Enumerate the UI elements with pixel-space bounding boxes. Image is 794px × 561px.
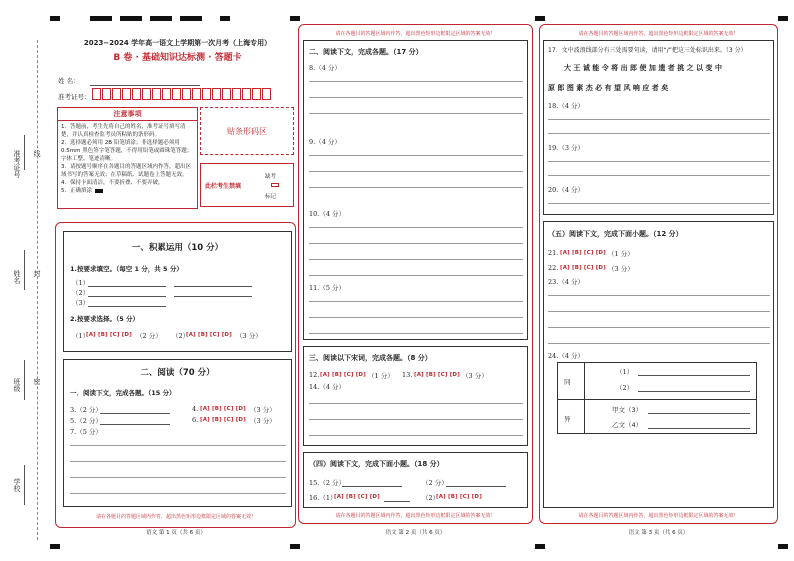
binding-underline <box>24 250 25 290</box>
q6-label: 6. <box>192 416 199 424</box>
alignment-mark <box>778 16 788 21</box>
page3-section-box <box>543 40 774 215</box>
answer-line[interactable] <box>638 375 750 376</box>
answer-line[interactable] <box>548 161 770 162</box>
page1-footer: 语文 第 1 页（共 6 页） <box>146 530 206 536</box>
q17-text-row1[interactable]: 大 王 诚 能 令 将 出 郎 使 加 遗 者 挑 之 以 变 中 <box>564 64 722 72</box>
page2-section3-box <box>303 346 528 446</box>
q9-label: 9.（4 分） <box>309 138 341 146</box>
table-row-2: （2） <box>616 384 634 392</box>
q13-label: 13. <box>402 371 413 379</box>
choice-options[interactable]: [A] [B] [C] [D] <box>186 332 232 338</box>
alignment-mark <box>120 16 142 21</box>
q21-label: 21. <box>548 249 559 257</box>
name-label: 姓 名： <box>58 77 80 85</box>
name-field[interactable] <box>90 85 200 86</box>
notice-item: 1．答题前，考生先将自己的姓名，准考证号填写清楚，并认真检查监考员所粘贴的条形码。 <box>61 124 186 138</box>
q12-label: 12. <box>309 371 320 379</box>
blank-label-2: （2） <box>72 289 90 297</box>
q16-options[interactable]: [A] [B] [C] [D] <box>334 494 380 500</box>
answer-line[interactable] <box>309 171 523 172</box>
comparison-table <box>557 362 757 434</box>
q6-options[interactable]: [A] [B] [C] [D] <box>200 417 246 423</box>
section1-title: 一、积累运用（10 分） <box>131 243 224 253</box>
alignment-mark <box>150 16 172 21</box>
warning-text: 请在各题目的答题区域内作答，超出黑色矩形边框限定区域的答案无效！ <box>335 31 496 37</box>
q21-score: （1 分） <box>608 250 634 258</box>
notice-item-label: 5．正确填涂 <box>61 188 92 194</box>
answer-line[interactable] <box>100 413 170 414</box>
answer-line[interactable] <box>309 317 523 318</box>
q4-options[interactable]: [A] [B] [C] [D] <box>200 406 246 412</box>
alignment-mark <box>290 544 300 549</box>
table-diff-label: 异 <box>564 415 571 423</box>
answer-line[interactable] <box>548 119 770 120</box>
q22-label: 22. <box>548 264 559 272</box>
q7-label: 7.（5 分） <box>70 428 102 436</box>
side-label-class: 班级 <box>13 378 21 392</box>
table-row-4: 乙文（4） <box>612 421 643 429</box>
page3-footer: 语文 第 3 页（共 6 页） <box>628 530 689 536</box>
answer-line[interactable] <box>638 391 750 392</box>
q23-label: 23.（4 分） <box>548 278 585 286</box>
blank-line[interactable] <box>88 286 166 287</box>
absent-mark-bubble[interactable] <box>271 183 279 187</box>
filled-bubble-icon <box>95 189 103 193</box>
alignment-mark <box>50 544 60 549</box>
page2-section4-box <box>303 452 528 508</box>
answer-line[interactable] <box>309 113 523 114</box>
binding-dashed-line <box>37 40 38 540</box>
side-label-secret: 密 <box>33 378 41 385</box>
absent-mark-label-2: 标记 <box>265 194 277 200</box>
q5-label: 5.（2 分） <box>70 417 102 425</box>
answer-line[interactable] <box>548 175 770 176</box>
answer-line[interactable] <box>309 419 523 420</box>
answer-line[interactable] <box>548 203 770 204</box>
q4-label: 4. <box>192 405 199 413</box>
answer-line[interactable] <box>548 311 770 312</box>
table-same-label: 同 <box>564 378 571 386</box>
answer-line[interactable] <box>384 501 410 502</box>
answer-line[interactable] <box>70 445 286 446</box>
alignment-mark <box>220 16 230 21</box>
answer-line[interactable] <box>648 413 750 414</box>
alignment-mark <box>180 16 202 21</box>
q11-label: 11.（5 分） <box>309 284 346 292</box>
alignment-mark <box>778 544 788 549</box>
side-label-seal: 封 <box>33 270 41 277</box>
section1-part2: 2.按要求选择。（5 分） <box>70 315 140 323</box>
blank-line[interactable] <box>174 296 252 297</box>
absent-box <box>200 163 294 207</box>
q16-label: 16.（1） <box>309 494 337 502</box>
exam-subtitle: B 卷 · 基础知识达标测 · 答题卡 <box>113 53 242 63</box>
q13-score: （3 分） <box>462 372 488 380</box>
page2-sub3: 三、阅读以下宋词，完成各题。（8 分） <box>309 354 432 362</box>
q22-options[interactable]: [A] [B] [C] [D] <box>560 265 606 271</box>
blank-label-1: （1） <box>72 279 90 287</box>
notice-item <box>61 187 194 195</box>
absent-mark-label-1: 缺考 <box>265 174 277 180</box>
q21-options[interactable]: [A] [B] [C] [D] <box>560 250 606 256</box>
answer-line[interactable] <box>648 428 750 429</box>
q17-label: 17．文中波浪线部分有三处需要句读，请用“/”把这三处标识出来。（3 分） <box>548 47 747 54</box>
section2-title: 二、阅读（70 分） <box>140 368 215 378</box>
q17-text-row2[interactable]: 原 郎 图 素 杰 必 有 望 风 响 应 者 矣 <box>548 84 669 92</box>
answer-line[interactable] <box>309 243 523 244</box>
answer-line[interactable] <box>446 486 506 487</box>
notice-item: 4．保持卡面清洁，不要折叠、不要弄破。 <box>61 180 164 186</box>
answer-line[interactable] <box>342 486 402 487</box>
answer-line[interactable] <box>309 301 523 302</box>
page2-sub2: 二、阅读下文，完成各题。（17 分） <box>309 48 423 56</box>
warning-text: 请在各题目的答题区域内作答，超出黑色矩形边框限定区域的答案无效！ <box>578 31 739 37</box>
q18-label: 18.（4 分） <box>548 102 585 110</box>
q16b-label: （2） <box>422 494 440 502</box>
answer-line[interactable] <box>309 403 523 404</box>
section1-box <box>63 231 292 352</box>
alignment-mark <box>50 16 60 21</box>
blank-line[interactable] <box>174 286 252 287</box>
binding-underline <box>24 135 25 170</box>
answer-line[interactable] <box>70 493 286 494</box>
page3-sub5: （五）阅读下文，完成下面小题。（12 分） <box>548 230 683 238</box>
side-label-exam-no: 准考证号 <box>13 150 21 178</box>
warning-text: 请在各题目的答题区域内作答，超出黑色矩形边框限定区域的答案无效！ <box>335 513 496 519</box>
blank-line[interactable] <box>88 306 166 307</box>
q14-label: 14.（4 分） <box>309 383 346 391</box>
side-label-school: 学校 <box>13 478 21 492</box>
q15b-label: （2 分） <box>422 479 448 487</box>
answer-line[interactable] <box>70 461 286 462</box>
page2-footer: 语文 第 2 页（共 6 页） <box>385 530 446 536</box>
alignment-mark <box>535 16 545 21</box>
answer-line[interactable] <box>309 81 523 82</box>
exam-title: 2023−2024 学年高一语文上学期第一次月考（上海专用） <box>83 39 272 47</box>
choice-score-2: （3 分） <box>236 332 262 340</box>
side-label-line: 线 <box>33 150 41 157</box>
answer-line[interactable] <box>309 187 523 188</box>
page3-section5-box <box>543 221 774 508</box>
binding-underline <box>24 465 25 505</box>
answer-line[interactable] <box>309 259 523 260</box>
side-label-name: 姓名 <box>13 270 21 284</box>
q19-label: 19.（3 分） <box>548 144 585 152</box>
table-row-1: （1） <box>616 368 634 376</box>
section2-box <box>63 359 292 507</box>
answer-line[interactable] <box>309 333 523 334</box>
answer-line[interactable] <box>548 295 770 296</box>
q13-options[interactable]: [A] [B] [C] [D] <box>414 372 460 378</box>
choice-score-1: （2 分） <box>136 332 162 340</box>
answer-line[interactable] <box>309 435 523 436</box>
choice-options[interactable]: [A] [B] [C] [D] <box>86 332 132 338</box>
answer-line[interactable] <box>309 97 523 98</box>
answer-line[interactable] <box>309 155 523 156</box>
table-row-3: 甲文（3） <box>612 406 643 414</box>
blank-label-3: （3） <box>72 299 90 307</box>
warning-text: 请在各题目的答题区域内作答，超出黑色矩形边框限定区域的答案无效！ <box>95 514 256 520</box>
warning-text: 请在各题目的答题区域内作答，超出黑色矩形边框限定区域的答案无效！ <box>578 513 739 519</box>
choice-label-2: （2） <box>172 332 190 340</box>
absent-label: 此栏考生禁填 <box>205 183 242 190</box>
choice-label-1: （1） <box>72 332 90 340</box>
answer-line[interactable] <box>309 275 523 276</box>
q20-label: 20.（4 分） <box>548 186 585 194</box>
answer-line[interactable] <box>309 227 523 228</box>
q15-label: 15.（2 分） <box>309 479 346 487</box>
page2-section2-box <box>303 40 528 340</box>
notice-item: 2．选择题必须用 2B 铅笔填涂；非选择题必须用 0.5mm 黑色签字笔答题，不得用铅笔或圆珠笔答题；字体工整、笔迹清晰。 <box>61 140 193 162</box>
q16b-options[interactable]: [A] [B] [C] [D] <box>436 494 482 500</box>
answer-line[interactable] <box>100 424 170 425</box>
answer-line[interactable] <box>548 133 770 134</box>
q3-label: 3.（2 分） <box>70 406 102 414</box>
barcode-area <box>200 107 294 155</box>
q4-score: （3 分） <box>250 406 276 414</box>
answer-line[interactable] <box>548 343 770 344</box>
alignment-mark <box>535 544 545 549</box>
q24-label: 24.（4 分） <box>548 352 585 360</box>
q12-options[interactable]: [A] [B] [C] [D] <box>320 372 366 378</box>
section2-sub: 一．阅读下文，完成各题。（15 分） <box>70 389 176 397</box>
barcode-label: 贴条形码区 <box>227 126 267 136</box>
q22-score: （3 分） <box>608 265 634 273</box>
alignment-mark <box>290 16 300 21</box>
binding-underline <box>24 360 25 400</box>
alignment-mark <box>90 16 112 21</box>
answer-line[interactable] <box>548 327 770 328</box>
blank-line[interactable] <box>88 296 166 297</box>
q8-label: 8.（4 分） <box>309 64 341 72</box>
q6-score: （3 分） <box>250 417 276 425</box>
exam-no-label: 准考证号： <box>58 93 91 101</box>
notice-title: 注意事项 <box>58 108 197 121</box>
answer-line[interactable] <box>70 477 286 478</box>
section1-part1: 1.按要求填空。（每空 1 分，共 5 分） <box>70 265 183 273</box>
notice-box <box>57 107 198 209</box>
page2-sub4: （四）阅读下文，完成下面小题。（18 分） <box>309 460 444 468</box>
notice-item: 3．请按题号顺序在各题目的答题区域内作答，超出区域书写的答案无效；在草稿纸、试题卷上答题无效。 <box>61 164 192 178</box>
q12-score: （1 分） <box>368 372 394 380</box>
q10-label: 10.（4 分） <box>309 210 346 218</box>
